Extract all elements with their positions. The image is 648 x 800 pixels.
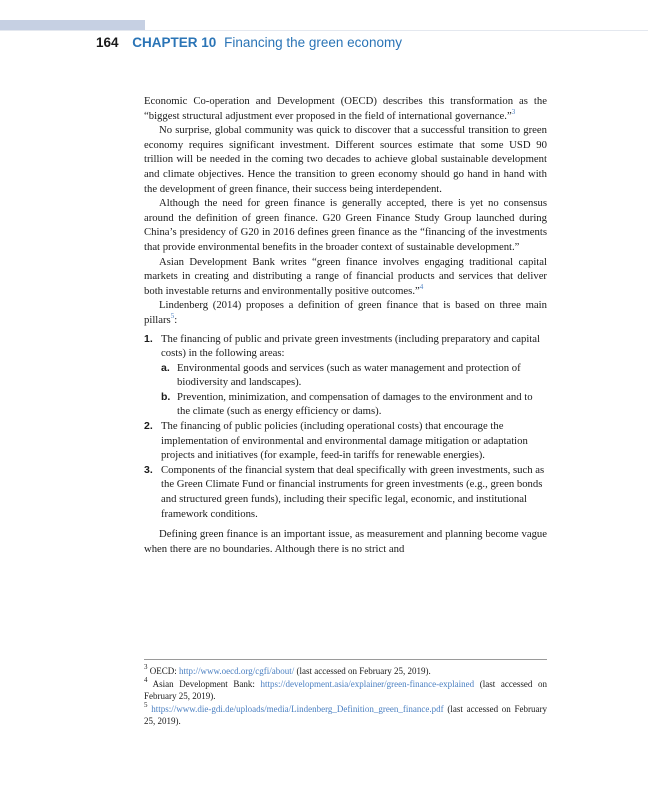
- footnote-link[interactable]: https://development.asia/explainer/green-finance-explained: [260, 678, 475, 689]
- paragraph-4: [144, 255, 547, 299]
- paragraph-1: [144, 94, 547, 123]
- chapter-label: CHAPTER 10: [132, 35, 217, 50]
- footnote-number: 3: [144, 663, 148, 671]
- list-number: 1.: [144, 332, 153, 345]
- footnote-tail: (last accessed on February 25, 2019).: [144, 703, 547, 726]
- sublist-letter: a.: [161, 361, 170, 374]
- paragraph-3: Although the need for green finance is generally accepted, there is yet no consensus around the definition of green finance. G20 Green Finance Study Group launched during China’s presidency of G20 in 2016 defines green finance as the “financing of the investments that provide environmental benefits in the broader context of sustainable development.”: [144, 197, 547, 253]
- footnote-rule: [144, 659, 547, 660]
- footnote-link[interactable]: https://www.die-gdi.de/uploads/media/Lindenberg_Definition_green_finance.pdf: [151, 703, 444, 714]
- paragraph-1-text: Economic Co-operation and Development (OECD) describes this transformation as the “biggest structural adjustment ever proposed in the field of international governance.”: [144, 95, 547, 122]
- footnote-3: [144, 665, 547, 678]
- sublist: [161, 361, 547, 419]
- footnotes: [144, 665, 547, 728]
- footnote-number: 4: [144, 675, 148, 684]
- list-item-1: [144, 332, 547, 420]
- chapter-title: Financing the green economy: [224, 35, 402, 50]
- footnote-5: [144, 700, 547, 728]
- sublist-item-a: [161, 361, 547, 390]
- header-accent-bar: [0, 20, 145, 30]
- footnote-number: 5: [144, 700, 148, 709]
- header-rule: [0, 30, 648, 31]
- paragraph-5: [144, 298, 547, 327]
- paragraph-4-text: Asian Development Bank writes “green finance involves engaging traditional capital markets in creating and distributing a range of financial products and services that deliver both investable returns and environmentally positive outcomes.”: [144, 255, 547, 297]
- footnote-ref-4[interactable]: 4: [419, 282, 424, 291]
- pillars-list: [144, 332, 547, 522]
- paragraph-2: No surprise, global community was quick to discover that a successful transition to green economy requires significant investment. Different sources estimate that some USD 90 trillion will be needed in the coming two decades to achieve global sustainable development and climate objectives. Hence the transition to green economy should go hand in hand with the development of green finance, their success being interdependent.: [144, 124, 547, 195]
- list-item-text: The financing of public policies (including operational costs) that encourage the implementation of environmental and environmental damage mitigation or adaptation projects and initiatives (for example, feed-in tariffs for renewable energies).: [161, 420, 528, 462]
- page-number: 164: [96, 35, 119, 50]
- footnote-lead: OECD:: [149, 666, 179, 676]
- footnote-link[interactable]: http://www.oecd.org/cgfi/about/: [179, 666, 295, 676]
- list-item-text: The financing of public and private green investments (including preparatory and capital costs) in the following areas:: [161, 332, 540, 360]
- footnote-ref-5[interactable]: 5: [170, 311, 175, 320]
- sublist-item-b: [161, 390, 547, 419]
- list-item-text: Components of the financial system that deal specifically with green investments, such as the Green Climate Fund or financial instruments for green investments (e.g., green bonds and structured green funds), including their specific legal, economic, and institutional framework conditions.: [161, 463, 545, 520]
- paragraph-5-colon: :: [174, 313, 178, 326]
- running-header: [96, 35, 402, 55]
- sublist-item-text: Environmental goods and services (such as water management and protection of biodiversity and landscapes).: [177, 361, 521, 389]
- footnote-4: [144, 675, 547, 703]
- footnote-tail: (last accessed on February 25, 2019).: [294, 666, 431, 676]
- sublist-letter: b.: [161, 390, 171, 403]
- list-item-3: [144, 463, 547, 521]
- list-number: 3.: [144, 463, 153, 476]
- list-number: 2.: [144, 420, 153, 433]
- paragraph-5-text: Lindenberg (2014) proposes a definition of green finance that is based on three main pillars: [144, 299, 547, 326]
- paragraph-6: Defining green finance is an important issue, as measurement and planning become vague when there are no boundaries. Although there is no strict and: [144, 528, 547, 555]
- footnote-lead: Asian Development Bank:: [152, 678, 261, 689]
- body-text: [144, 94, 547, 556]
- list-item-2: [144, 419, 547, 463]
- sublist-item-text: Prevention, minimization, and compensation of damages to the environment and to the climate (such as energy efficiency or dams).: [177, 390, 533, 418]
- footnote-ref-3[interactable]: 3: [511, 107, 516, 116]
- footnote-tail: (last accessed on February 25, 2019).: [144, 678, 547, 701]
